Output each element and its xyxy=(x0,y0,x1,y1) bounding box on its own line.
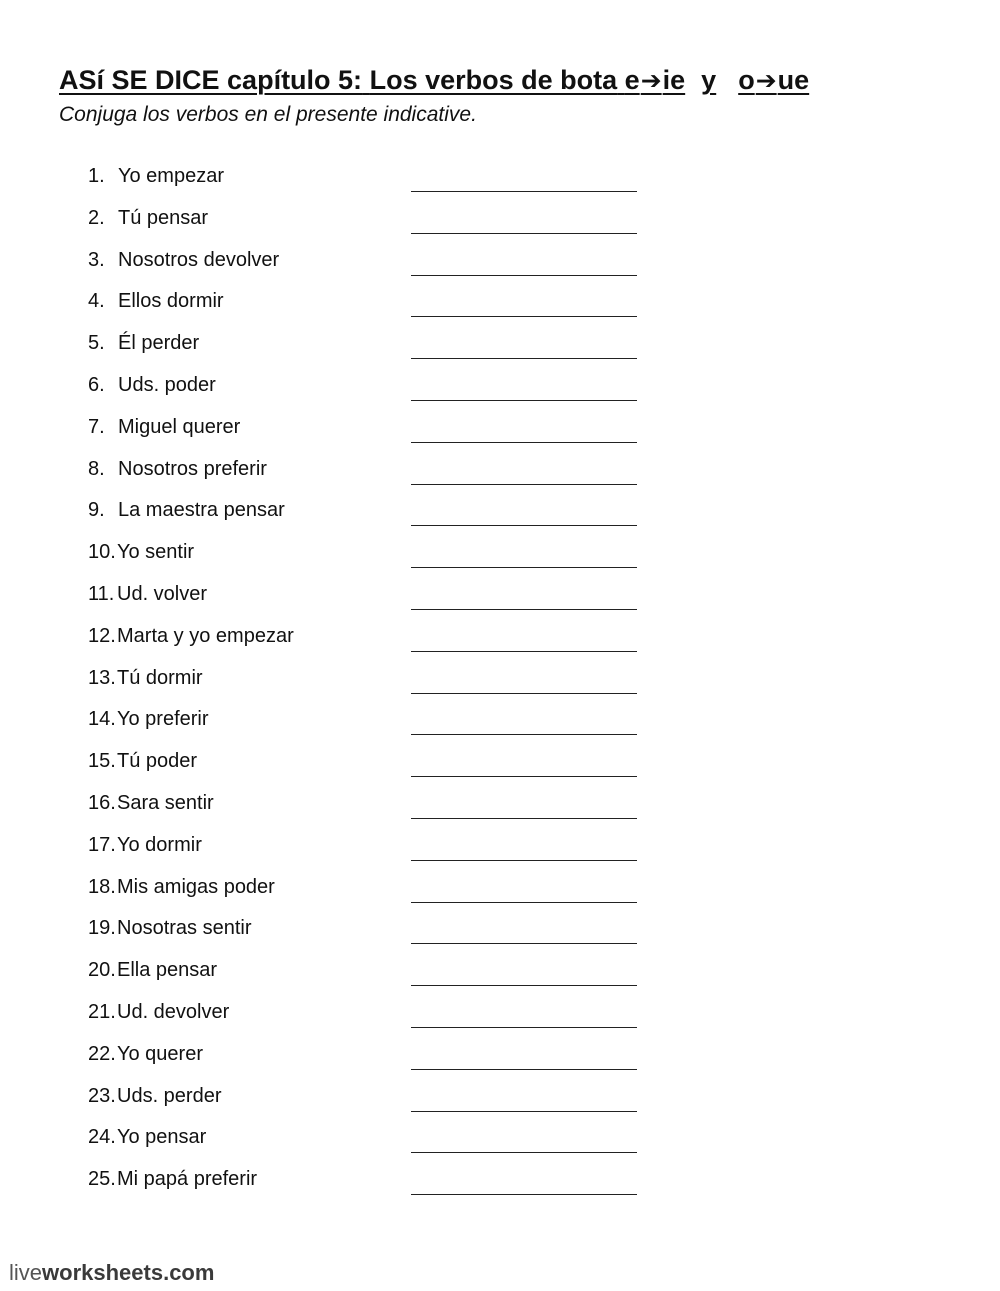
title-y: y xyxy=(701,65,717,95)
exercise-number: 12. xyxy=(88,624,116,647)
instructions: Conjuga los verbos en el presente indicative. xyxy=(59,103,477,126)
exercise-prompt: Mi papá preferir xyxy=(117,1168,258,1191)
answer-input[interactable] xyxy=(411,421,637,443)
exercise-item xyxy=(0,202,1000,244)
answer-input[interactable] xyxy=(411,922,637,944)
exercise-item xyxy=(0,1038,1000,1080)
title-ie: ie xyxy=(662,65,686,95)
exercise-number: 9. xyxy=(88,499,105,522)
exercise-item xyxy=(0,494,1000,536)
exercise-item xyxy=(0,703,1000,745)
answer-input[interactable] xyxy=(411,463,637,485)
exercise-number: 3. xyxy=(88,248,105,271)
answer-input[interactable] xyxy=(411,1048,637,1070)
answer-input[interactable] xyxy=(411,672,637,694)
answer-input[interactable] xyxy=(411,170,637,192)
answer-input[interactable] xyxy=(411,1006,637,1028)
exercise-prompt: Nosotras sentir xyxy=(117,917,252,940)
exercise-item xyxy=(0,662,1000,704)
exercise-prompt: Ella pensar xyxy=(117,959,218,982)
exercise-item xyxy=(0,1163,1000,1205)
exercise-item xyxy=(0,453,1000,495)
exercise-number: 2. xyxy=(88,206,105,229)
answer-input[interactable] xyxy=(411,212,637,234)
title-ue: ue xyxy=(777,65,810,95)
exercise-item xyxy=(0,327,1000,369)
exercise-item xyxy=(0,536,1000,578)
exercise-number: 14. xyxy=(88,708,116,731)
title-topic: Los verbos de bota xyxy=(369,65,618,95)
answer-input[interactable] xyxy=(411,254,637,276)
exercise-item xyxy=(0,411,1000,453)
exercise-item xyxy=(0,244,1000,286)
exercise-prompt: Yo dormir xyxy=(117,833,202,856)
exercise-prompt: La maestra pensar xyxy=(118,499,285,522)
exercise-number: 7. xyxy=(88,415,105,438)
exercise-number: 22. xyxy=(88,1042,116,1065)
exercise-prompt: Yo preferir xyxy=(117,708,209,731)
answer-input[interactable] xyxy=(411,839,637,861)
exercise-item xyxy=(0,871,1000,913)
answer-input[interactable] xyxy=(411,337,637,359)
logo-worksheets: worksheets xyxy=(42,1260,164,1285)
exercise-prompt: Tú poder xyxy=(117,750,198,773)
exercise-prompt: Nosotros preferir xyxy=(118,457,267,480)
exercise-item xyxy=(0,620,1000,662)
exercise-prompt: Yo pensar xyxy=(117,1126,207,1149)
exercise-prompt: Marta y yo empezar xyxy=(117,624,294,647)
exercise-item xyxy=(0,829,1000,871)
exercise-number: 10. xyxy=(88,541,116,564)
answer-input[interactable] xyxy=(411,630,637,652)
exercise-prompt: Nosotros devolver xyxy=(118,248,280,271)
exercise-prompt: Él perder xyxy=(118,332,200,355)
exercise-prompt: Ud. volver xyxy=(117,582,208,605)
exercise-prompt: Tú dormir xyxy=(117,666,203,689)
exercise-number: 17. xyxy=(88,833,116,856)
answer-input[interactable] xyxy=(411,504,637,526)
right-arrow-icon: ➔ xyxy=(640,67,662,95)
exercise-number: 11. xyxy=(88,582,115,605)
exercise-prompt: Tú pensar xyxy=(118,206,209,229)
title-chapter: ASí SE DICE capítulo 5: xyxy=(59,65,363,95)
exercise-number: 18. xyxy=(88,875,116,898)
exercise-number: 25. xyxy=(88,1168,116,1191)
exercise-item xyxy=(0,1121,1000,1163)
answer-input[interactable] xyxy=(411,964,637,986)
title-e: e xyxy=(624,65,640,95)
exercise-prompt: Yo querer xyxy=(117,1042,203,1065)
logo-live: live xyxy=(9,1260,43,1285)
liveworksheets-logo xyxy=(9,1259,214,1287)
exercise-item xyxy=(0,578,1000,620)
exercise-number: 20. xyxy=(88,959,116,982)
exercise-number: 5. xyxy=(88,332,105,355)
exercise-list xyxy=(0,160,1000,1205)
logo-suffix: .com xyxy=(163,1260,215,1285)
answer-input[interactable] xyxy=(411,295,637,317)
answer-input[interactable] xyxy=(411,797,637,819)
exercise-prompt: Yo empezar xyxy=(118,165,224,187)
title-o: o xyxy=(738,65,755,95)
exercise-number: 21. xyxy=(88,1000,116,1023)
answer-input[interactable] xyxy=(411,881,637,903)
exercise-number: 15. xyxy=(88,750,116,773)
exercise-number: 16. xyxy=(88,791,116,814)
exercise-prompt: Miguel querer xyxy=(118,415,241,438)
exercise-number: 1. xyxy=(88,165,105,187)
exercise-item xyxy=(0,1080,1000,1122)
answer-input[interactable] xyxy=(411,755,637,777)
exercise-number: 24. xyxy=(88,1126,116,1149)
answer-input[interactable] xyxy=(411,1090,637,1112)
exercise-item xyxy=(0,954,1000,996)
exercise-prompt: Mis amigas poder xyxy=(117,875,275,898)
exercise-item xyxy=(0,787,1000,829)
exercise-number: 4. xyxy=(88,290,105,313)
exercise-prompt: Yo sentir xyxy=(117,541,195,564)
right-arrow-icon: ➔ xyxy=(755,67,777,95)
answer-input[interactable] xyxy=(411,546,637,568)
exercise-prompt: Uds. perder xyxy=(117,1084,222,1107)
exercise-prompt: Uds. poder xyxy=(118,373,216,396)
exercise-number: 19. xyxy=(88,917,116,940)
exercise-prompt: Ud. devolver xyxy=(117,1000,230,1023)
answer-input[interactable] xyxy=(411,588,637,610)
answer-input[interactable] xyxy=(411,379,637,401)
exercise-prompt: Sara sentir xyxy=(117,791,214,814)
exercise-item xyxy=(0,996,1000,1038)
exercise-number: 23. xyxy=(88,1084,116,1107)
exercise-item xyxy=(0,285,1000,327)
answer-input[interactable] xyxy=(411,1131,637,1153)
worksheet-title xyxy=(59,62,809,99)
answer-input[interactable] xyxy=(411,713,637,735)
answer-input[interactable] xyxy=(411,1173,637,1195)
exercise-number: 6. xyxy=(88,373,105,396)
exercise-item xyxy=(0,369,1000,411)
exercise-number: 8. xyxy=(88,457,105,480)
exercise-item xyxy=(0,745,1000,787)
exercise-item xyxy=(0,160,1000,202)
exercise-number: 13. xyxy=(88,666,116,689)
exercise-item xyxy=(0,912,1000,954)
exercise-prompt: Ellos dormir xyxy=(118,290,224,313)
